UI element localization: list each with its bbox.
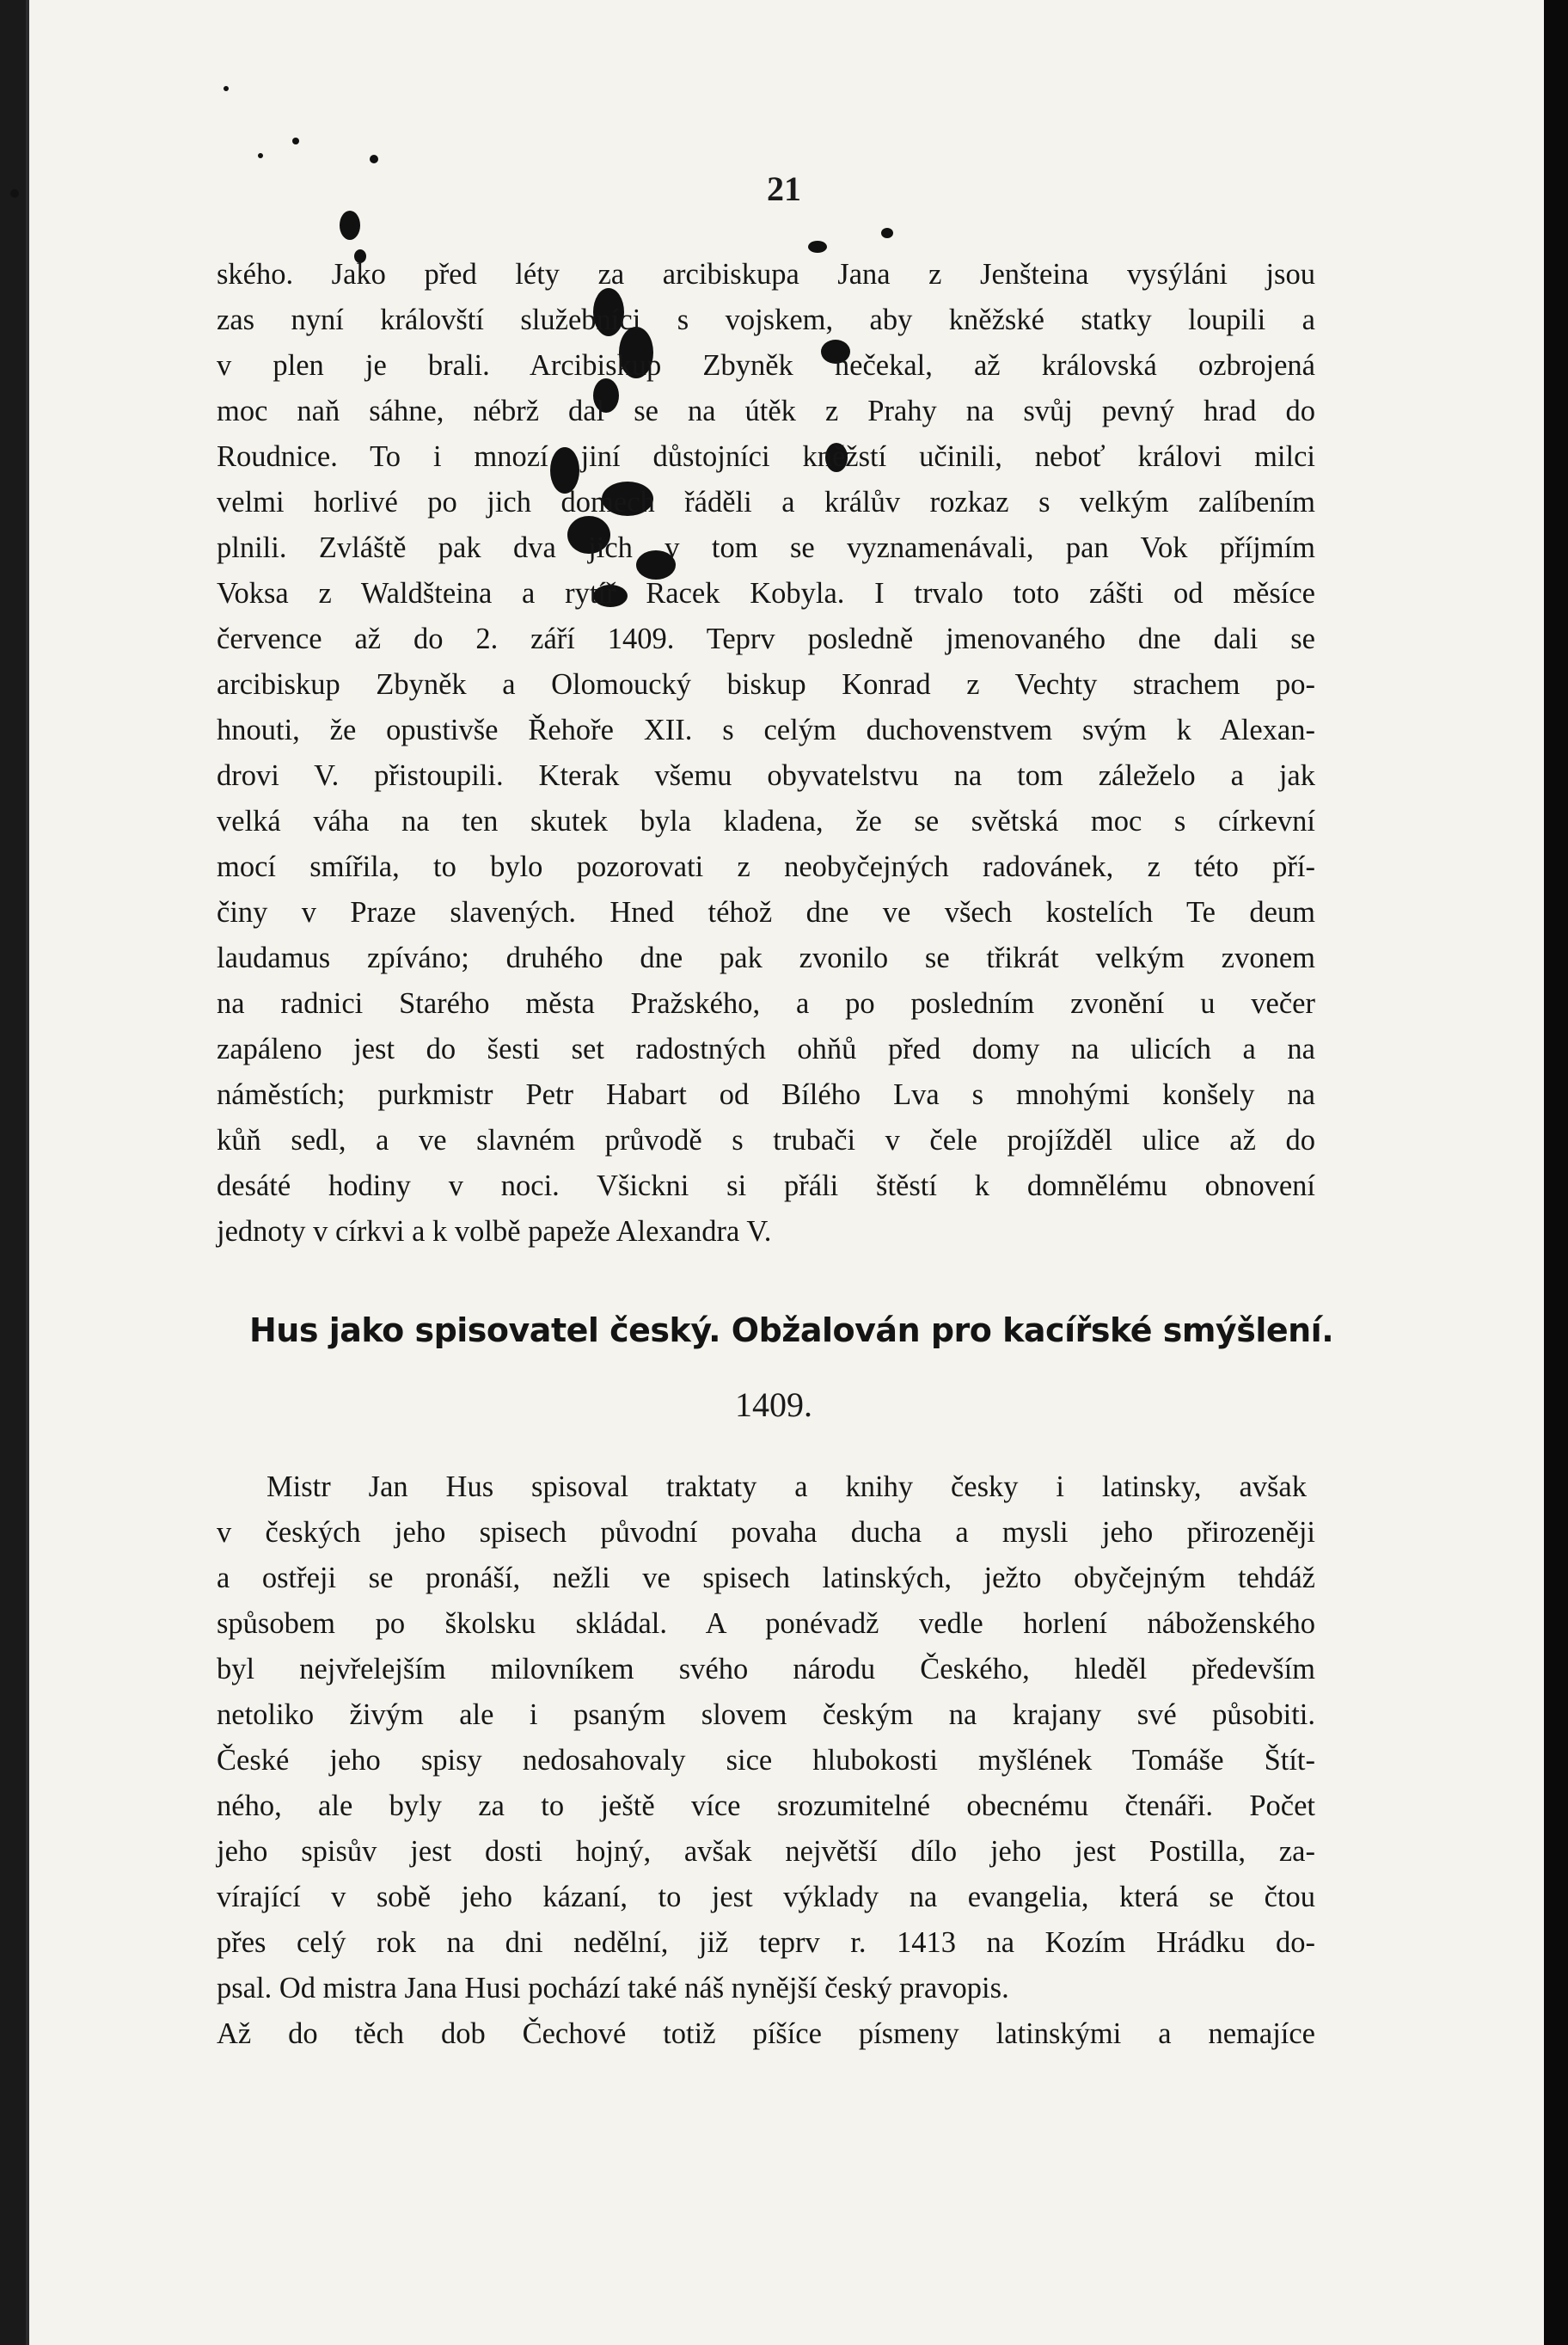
text-line: na radnici Starého města Pražského, a po posledním zvonění u večer	[217, 987, 1315, 1020]
text-line: činy v Praze slavených. Hned téhož dne ve všech kostelích Te deum	[217, 896, 1315, 929]
text-line: v plen je brali. Arcibiskup Zbyněk nečekal, až královská ozbrojená	[217, 349, 1315, 382]
text-line: Až do těch dob Čechové totiž píšíce písmeny latinskými a nemajíce	[217, 2017, 1315, 2050]
text-line: mocí smířila, to bylo pozorovati z neobyčejných radovánek, z této pří-	[217, 850, 1315, 883]
text-line: ného, ale byly za to ještě více srozumitelné obecnému čtenáři. Počet	[217, 1789, 1315, 1822]
text-line: arcibiskup Zbyněk a Olomoucký biskup Konrad z Vechty strachem po-	[217, 668, 1315, 701]
text-line: jednoty v církvi a k volbě papeže Alexandra V.	[217, 1215, 772, 1248]
section-year: 1409.	[735, 1385, 812, 1424]
text-line: velmi horlivé po jich domech řáděli a králův rozkaz s velkým zalíbením	[217, 486, 1315, 519]
text-line: Roudnice. To i mnozí jiní důstojníci kněžstí učinili, neboť královi milci	[217, 440, 1315, 473]
text-line: laudamus zpíváno; druhého dne pak zvonilo se třikrát velkým zvonem	[217, 942, 1315, 974]
section-heading: Hus jako spisovatel český. Obžalován pro kacířské smýšlení.	[249, 1311, 1334, 1349]
text-line: Mistr Jan Hus spisoval traktaty a knihy česky i latinsky, avšak	[266, 1470, 1307, 1503]
text-line: České jeho spisy nedosahovaly sice hlubokosti myšlének Tomáše Štít-	[217, 1744, 1315, 1777]
text-line: přes celý rok na dni nedělní, již teprv r. 1413 na Kozím Hrádku do-	[217, 1926, 1315, 1959]
right-page-edge	[1544, 0, 1568, 2345]
text-line: zas nyní královští služebníci s vojskem, aby kněžské statky loupili a	[217, 304, 1315, 336]
text-line: plnili. Zvláště pak dva jich v tom se vyznamenávali, pan Vok příjmím	[217, 531, 1315, 564]
text-line: byl nejvřelejším milovníkem svého národu Českého, hleděl především	[217, 1653, 1315, 1685]
text-line: vírající v sobě jeho kázaní, to jest výklady na evangelia, která se čtou	[217, 1881, 1315, 1913]
text-line: července až do 2. září 1409. Teprv posledně jmenovaného dne dali se	[217, 623, 1315, 655]
text-line: náměstích; purkmistr Petr Habart od Bílého Lva s mnohými konšely na	[217, 1078, 1315, 1111]
text-line: netoliko živým ale i psaným slovem českým na krajany své působiti.	[217, 1698, 1315, 1731]
page-number: 21	[767, 169, 801, 208]
text-line: ského. Jako před léty za arcibiskupa Jana z Jenšteina vysýláni jsou	[217, 258, 1315, 291]
text-line: desáté hodiny v noci. Všickni si přáli štěstí k domnělému obnovení	[217, 1169, 1315, 1202]
text-line: kůň sedl, a ve slavném průvodě s trubači v čele projížděl ulice až do	[217, 1124, 1315, 1157]
text-line: velká váha na ten skutek byla kladena, že se světská moc s církevní	[217, 805, 1315, 838]
text-line: jeho spisův jest dosti hojný, avšak největší dílo jeho jest Postilla, za-	[217, 1835, 1315, 1868]
text-line: psal. Od mistra Jana Husi pochází také náš nynější český pravopis.	[217, 1972, 1009, 2004]
text-line: a ostřeji se pronáší, nežli ve spisech latinských, ježto obyčejným tehdáž	[217, 1562, 1315, 1594]
text-line: v českých jeho spisech původní povaha ducha a mysli jeho přirozeněji	[217, 1516, 1315, 1549]
text-line: spůsobem po školsku skládal. A ponévadž vedle horlení náboženského	[217, 1607, 1315, 1640]
text-line: drovi V. přistoupili. Kterak všemu obyvatelstvu na tom záleželo a jak	[217, 759, 1315, 792]
text-line: moc naň sáhne, nébrž dal se na útěk z Prahy na svůj pevný hrad do	[217, 395, 1315, 427]
text-line: hnouti, že opustivše Řehoře XII. s celým duchovenstvem svým k Alexan-	[217, 714, 1315, 746]
text-line: zapáleno jest do šesti set radostných ohňů před domy na ulicích a na	[217, 1033, 1315, 1065]
text-line: Voksa z Waldšteina a rytíř Racek Kobyla. I trvalo toto zášti od měsíce	[217, 577, 1315, 610]
